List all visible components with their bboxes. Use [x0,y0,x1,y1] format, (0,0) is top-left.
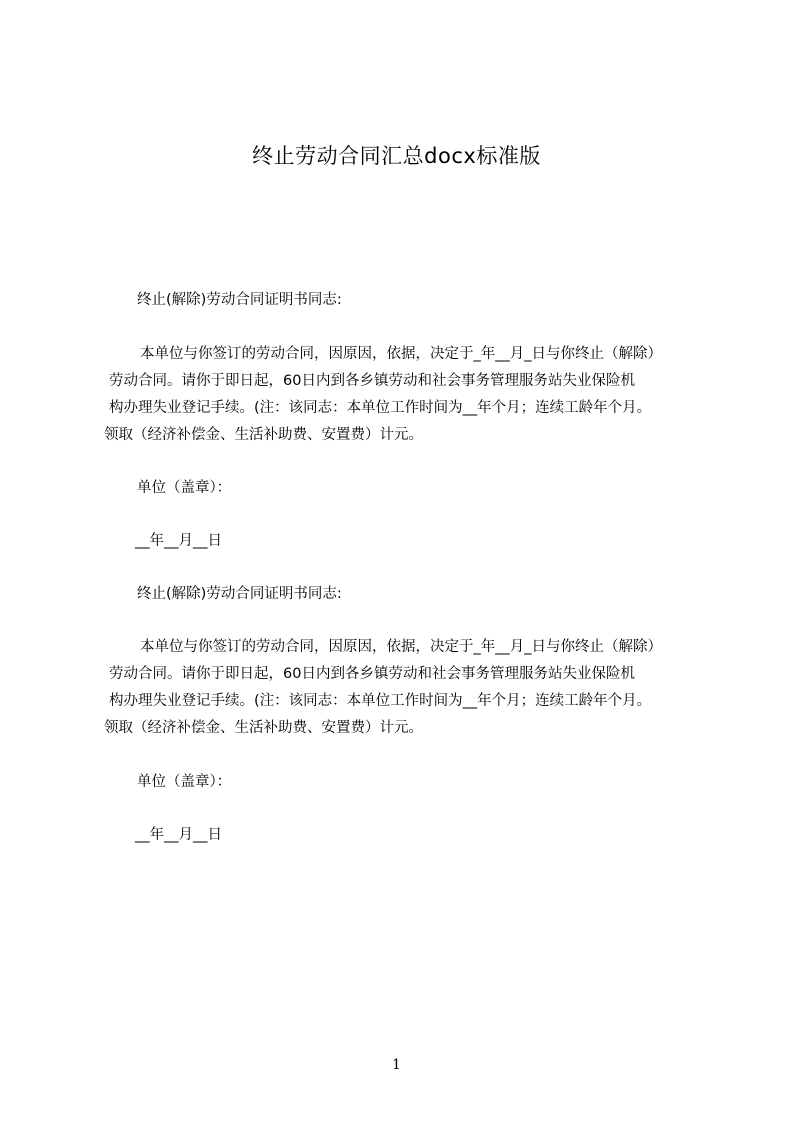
page-number: 1 [392,1057,401,1073]
section-2-body-line-3: 构办理失业登记手续。(注：该同志：本单位工作时间为__年个月；连续工龄年个月。 [109,693,652,709]
document-title: 终止劳动合同汇总docx标准版 [252,144,541,168]
section-2-body-line-1: 本单位与你签订的劳动合同，因原因，依据，决定于_年__月_日与你终止（解除） [140,639,662,655]
section-1-body-line-3: 构办理失业登记手续。(注：该同志：本单位工作时间为__年个月；连续工龄年个月。 [109,400,652,416]
section-2-body-line-2: 劳动合同。请你于即日起，60日内到各乡镇劳动和社会事务管理服务站失业保险机 [109,666,635,682]
section-2-date-line: __年__月__日 [135,827,222,843]
section-1-body-line-4: 领取（经济补偿金、生活补助费、安置费）计元。 [104,427,423,443]
section-2-heading: 终止(解除)劳动合同证明书同志: [137,586,342,602]
section-2-body-line-4: 领取（经济补偿金、生活补助费、安置费）计元。 [104,720,423,736]
section-2-seal-line: 单位（盖章）： [137,774,232,790]
section-1-seal-line: 单位（盖章）： [137,480,232,496]
section-1-body-line-1: 本单位与你签订的劳动合同，因原因，依据，决定于_年__月_日与你终止（解除） [140,346,662,362]
section-1-heading: 终止(解除)劳动合同证明书同志: [137,292,342,308]
section-1-date-line: __年__月__日 [135,533,222,549]
section-1-body-line-2: 劳动合同。请你于即日起，60日内到各乡镇劳动和社会事务管理服务站失业保险机 [109,373,635,389]
